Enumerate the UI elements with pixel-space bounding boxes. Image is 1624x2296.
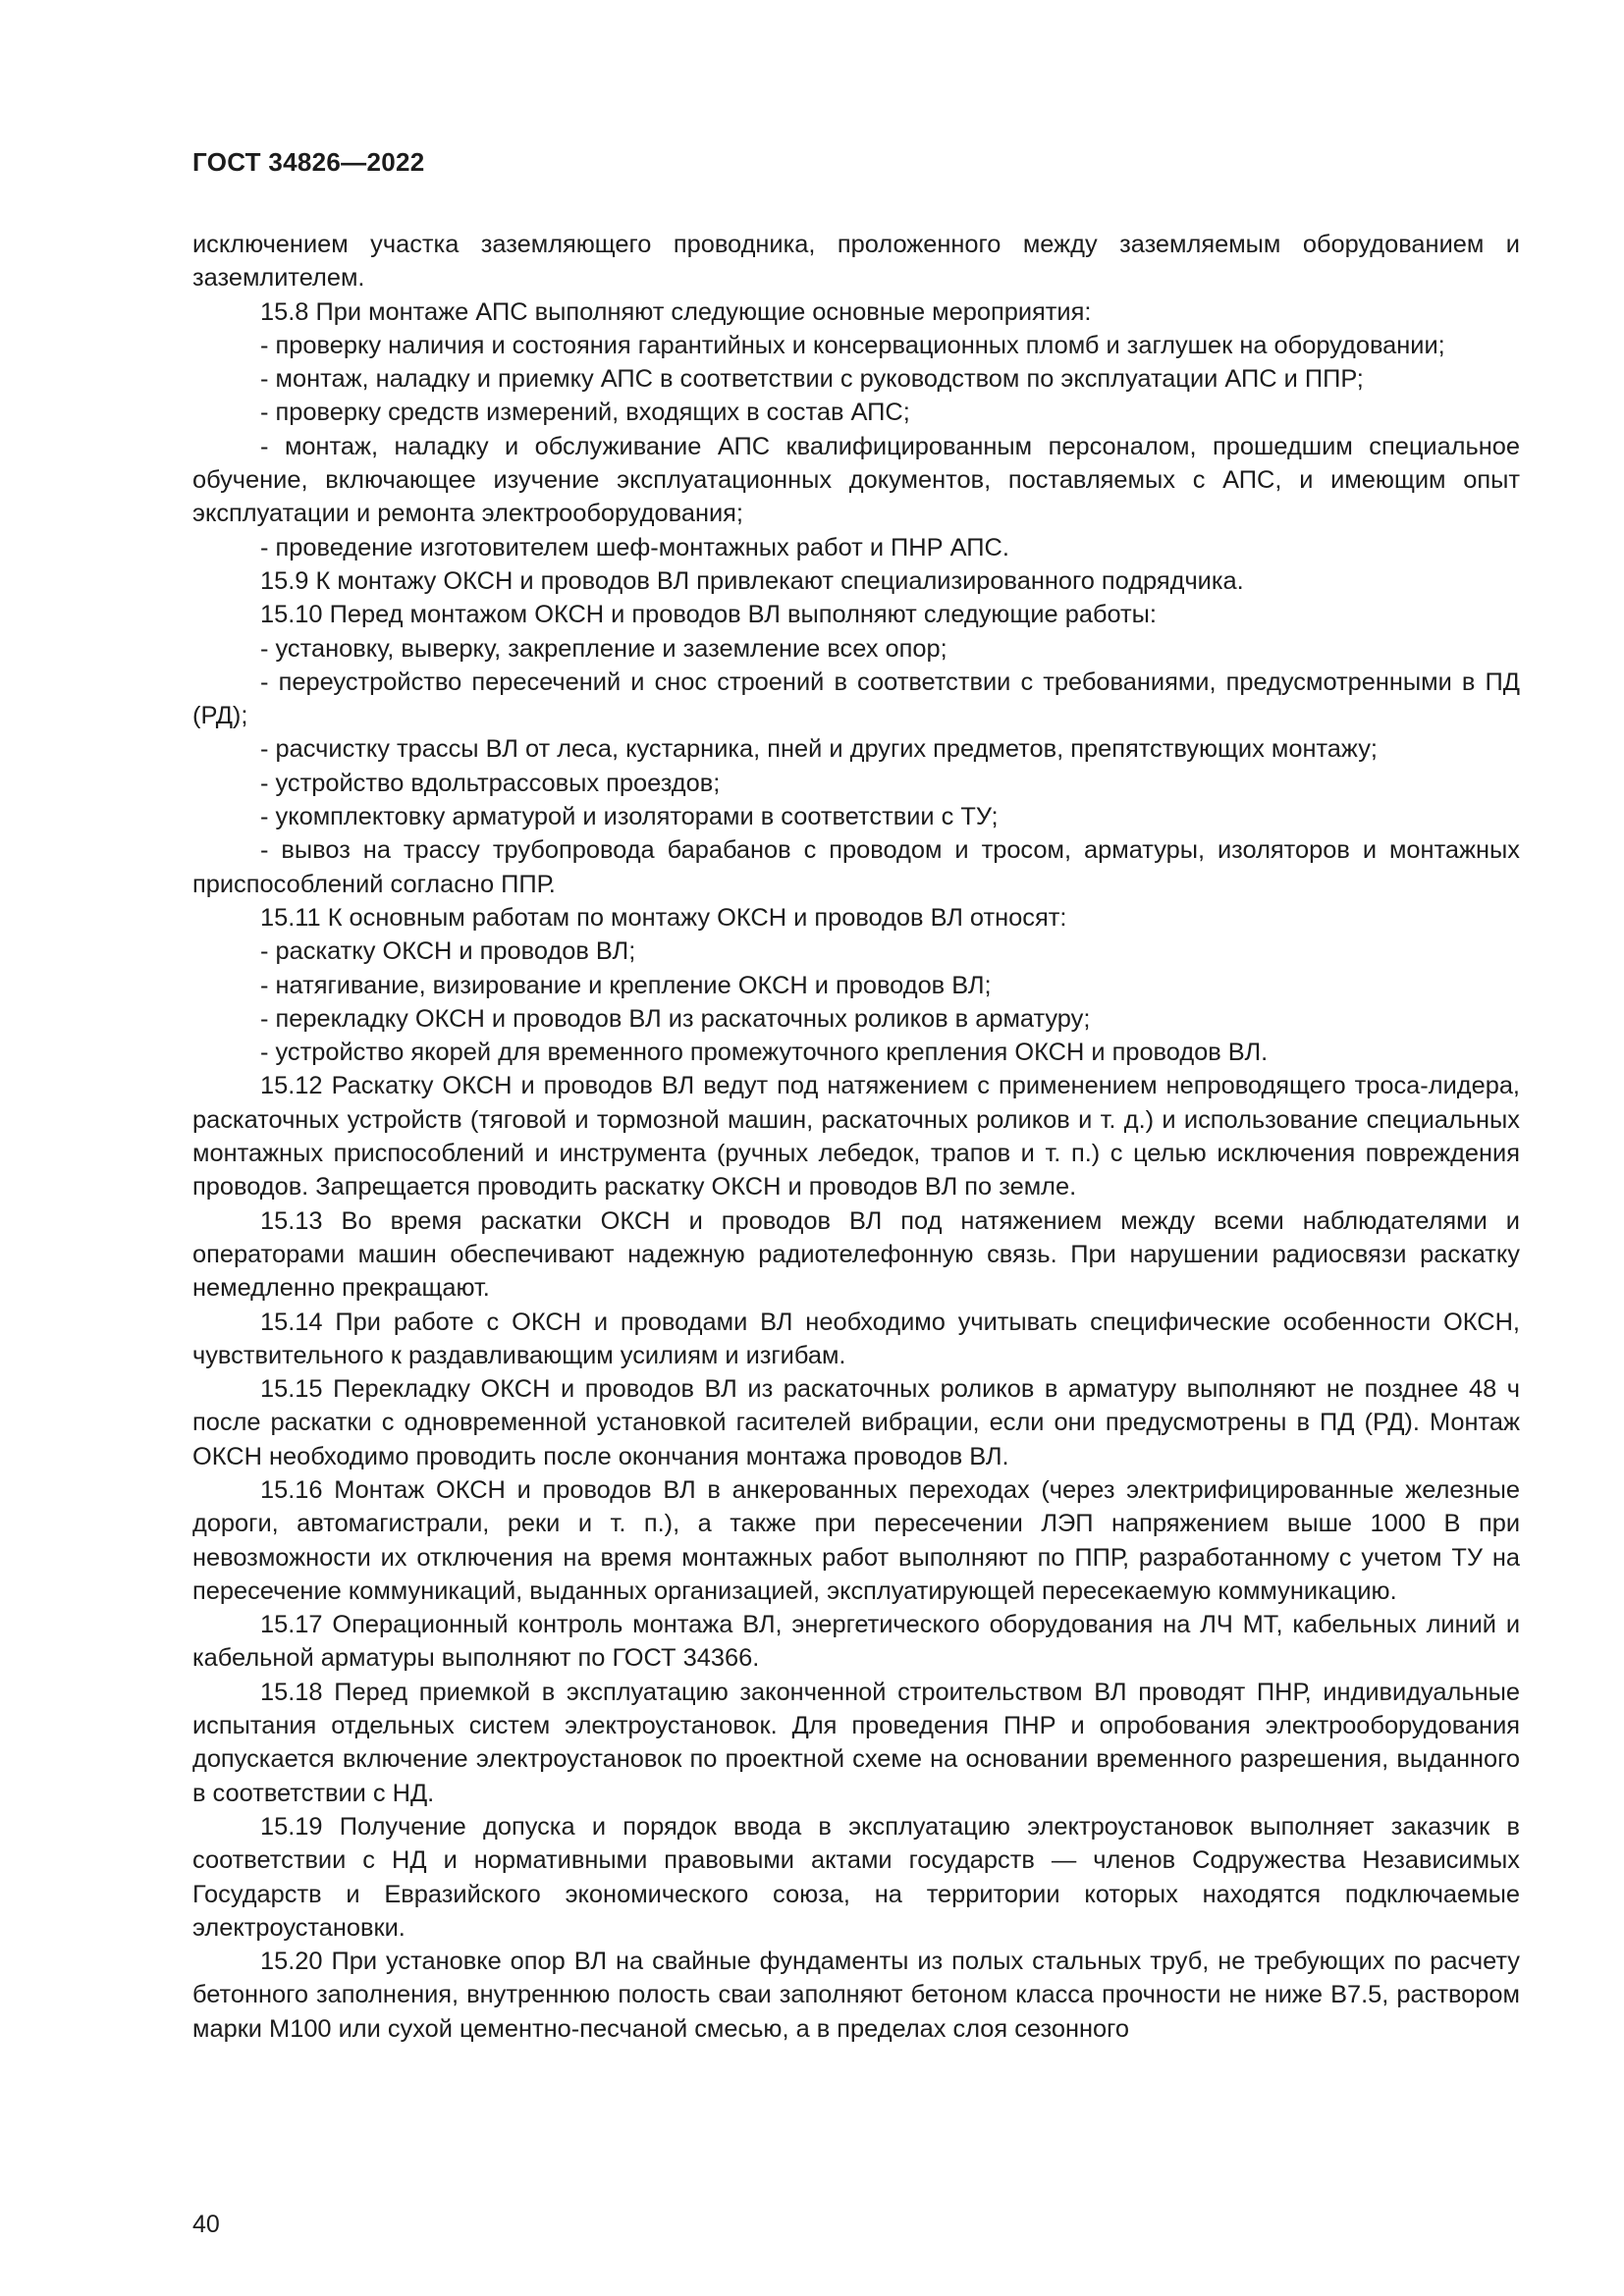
paragraph: - раскатку ОКСН и проводов ВЛ; (260, 937, 636, 966)
paragraph: 15.8 При монтаже АПС выполняют следующие основные мероприятия: (260, 297, 1092, 326)
paragraph: - устройство якорей для временного промежуточного крепления ОКСН и проводов ВЛ. (260, 1039, 1269, 1067)
paragraph: - монтаж, наладку и приемку АПС в соответствии с руководством по эксплуатации АПС и ППР; (260, 365, 1364, 394)
document-body (192, 228, 1520, 2046)
paragraph: - перекладку ОКСН и проводов ВЛ из раскаточных роликов в арматуру; (260, 1004, 1091, 1033)
paragraph: 15.15 Перекладку ОКСН и проводов ВЛ из раскаточных роликов в арматуру выполняют не позднее 48 ч после раскатки с одновременной установкой гасителей вибрации, если они предусмотрены в ПД (РД). Монтаж ОКСН необходимо проводить после окончания монтажа проводов ВЛ. (192, 1375, 1520, 1470)
paragraph: 15.18 Перед приемкой в эксплуатацию законченной строительством ВЛ проводят ПНР, индивидуальные испытания отдельных систем электроустановок. Для проведения ПНР и опробования электрооборудования допускается включение электроустановок по проектной схеме на основании временного разрешения, выданного в соответствии с НД. (192, 1678, 1520, 1807)
paragraph: 15.13 Во время раскатки ОКСН и проводов ВЛ под натяжением между всеми наблюдателями и операторами машин обеспечивают надежную радиотелефонную связь. При нарушении радиосвязи раскатку немедленно прекращают. (192, 1206, 1520, 1303)
paragraph: 15.20 При установке опор ВЛ на свайные фундаменты из полых стальных труб, не требующих по расчету бетонного заполнения, внутреннюю полость сваи заполняют бетоном класса прочности не ниже В7.5, раствором марки М100 или сухой цементно-песчаной смесью, а в пределах слоя сезонного (192, 1948, 1520, 2043)
paragraph: - монтаж, наладку и обслуживание АПС квалифицированным персоналом, прошедшим специальное обучение, включающее изучение эксплуатационных документов, поставляемых с АПС, и имеющим опыт эксплуатации и ремонта электрооборудования; (192, 432, 1520, 528)
page-number: 40 (192, 2211, 220, 2238)
paragraph: - проверку средств измерений, входящих в состав АПС; (260, 399, 910, 427)
paragraph: 15.10 Перед монтажом ОКСН и проводов ВЛ выполняют следующие работы: (260, 601, 1157, 629)
paragraph: - установку, выверку, закрепление и заземление всех опор; (260, 634, 947, 663)
paragraph: 15.11 К основным работам по монтажу ОКСН и проводов ВЛ относят: (260, 903, 1067, 932)
paragraph: 15.14 При работе с ОКСН и проводами ВЛ необходимо учитывать специфические особенности ОКСН, чувствительного к раздавливающим усилиям и изгибам. (192, 1308, 1520, 1369)
paragraph: 15.17 Операционный контроль монтажа ВЛ, энергетического оборудования на ЛЧ МТ, кабельных линий и кабельной арматуры выполняют по ГОСТ 34366. (192, 1611, 1520, 1673)
paragraph: 15.9 К монтажу ОКСН и проводов ВЛ привлекают специализированного подрядчика. (260, 566, 1244, 595)
paragraph: - проведение изготовителем шеф-монтажных работ и ПНР АПС. (260, 533, 1009, 561)
paragraph: 15.16 Монтаж ОКСН и проводов ВЛ в анкерованных переходах (через электрифицированные железные дороги, автомагистрали, реки и т. п.), а также при пересечении ЛЭП напряжением выше 1000 В при невозможности их отключения на время монтажных работ выполняют по ППР, разработанному с учетом ТУ на пересечение коммуникаций, выданных организацией, эксплуатирующей пересекаемую коммуникацию. (192, 1475, 1520, 1605)
paragraph: исключением участка заземляющего проводника, проложенного между заземляемым оборудованием и заземлителем. (192, 231, 1520, 293)
paragraph: - проверку наличия и состояния гарантийных и консервационных пломб и заглушек на оборудовании; (260, 331, 1445, 359)
paragraph: 15.19 Получение допуска и порядок ввода в эксплуатацию электроустановок выполняет заказчик в соответствии с НД и нормативными правовыми актами государств — членов Содружества Независимых Государств и Евразийского экономического союза, на территории которых находятся подключаемые электроустановки. (192, 1812, 1520, 1942)
paragraph: - переустройство пересечений и снос строений в соответствии с требованиями, предусмотренными в ПД (РД); (192, 667, 1520, 730)
paragraph: - устройство вдольтрассовых проездов; (260, 769, 721, 797)
paragraph: - укомплектовку арматурой и изоляторами в соответствии с ТУ; (260, 803, 999, 831)
paragraph: - расчистку трассы ВЛ от леса, кустарника, пней и других предметов, препятствующих монтажу; (260, 735, 1378, 764)
paragraph: - натягивание, визирование и крепление ОКСН и проводов ВЛ; (260, 971, 992, 999)
paragraph: - вывоз на трассу трубопровода барабанов с проводом и тросом, арматуры, изоляторов и монтажных приспособлений согласно ППР. (192, 836, 1520, 898)
paragraph: 15.12 Раскатку ОКСН и проводов ВЛ ведут под натяжением с применением непроводящего троса-лидера, раскаточных устройств (тяговой и тормозной машин, раскаточных роликов и т. д.) и использование специальных монтажных приспособлений и инструмента (ручных лебедок, трапов и т. п.) с целью исключения повреждения проводов. Запрещается проводить раскатку ОКСН и проводов ВЛ по земле. (192, 1072, 1520, 1201)
document-header: ГОСТ 34826—2022 (192, 147, 425, 177)
